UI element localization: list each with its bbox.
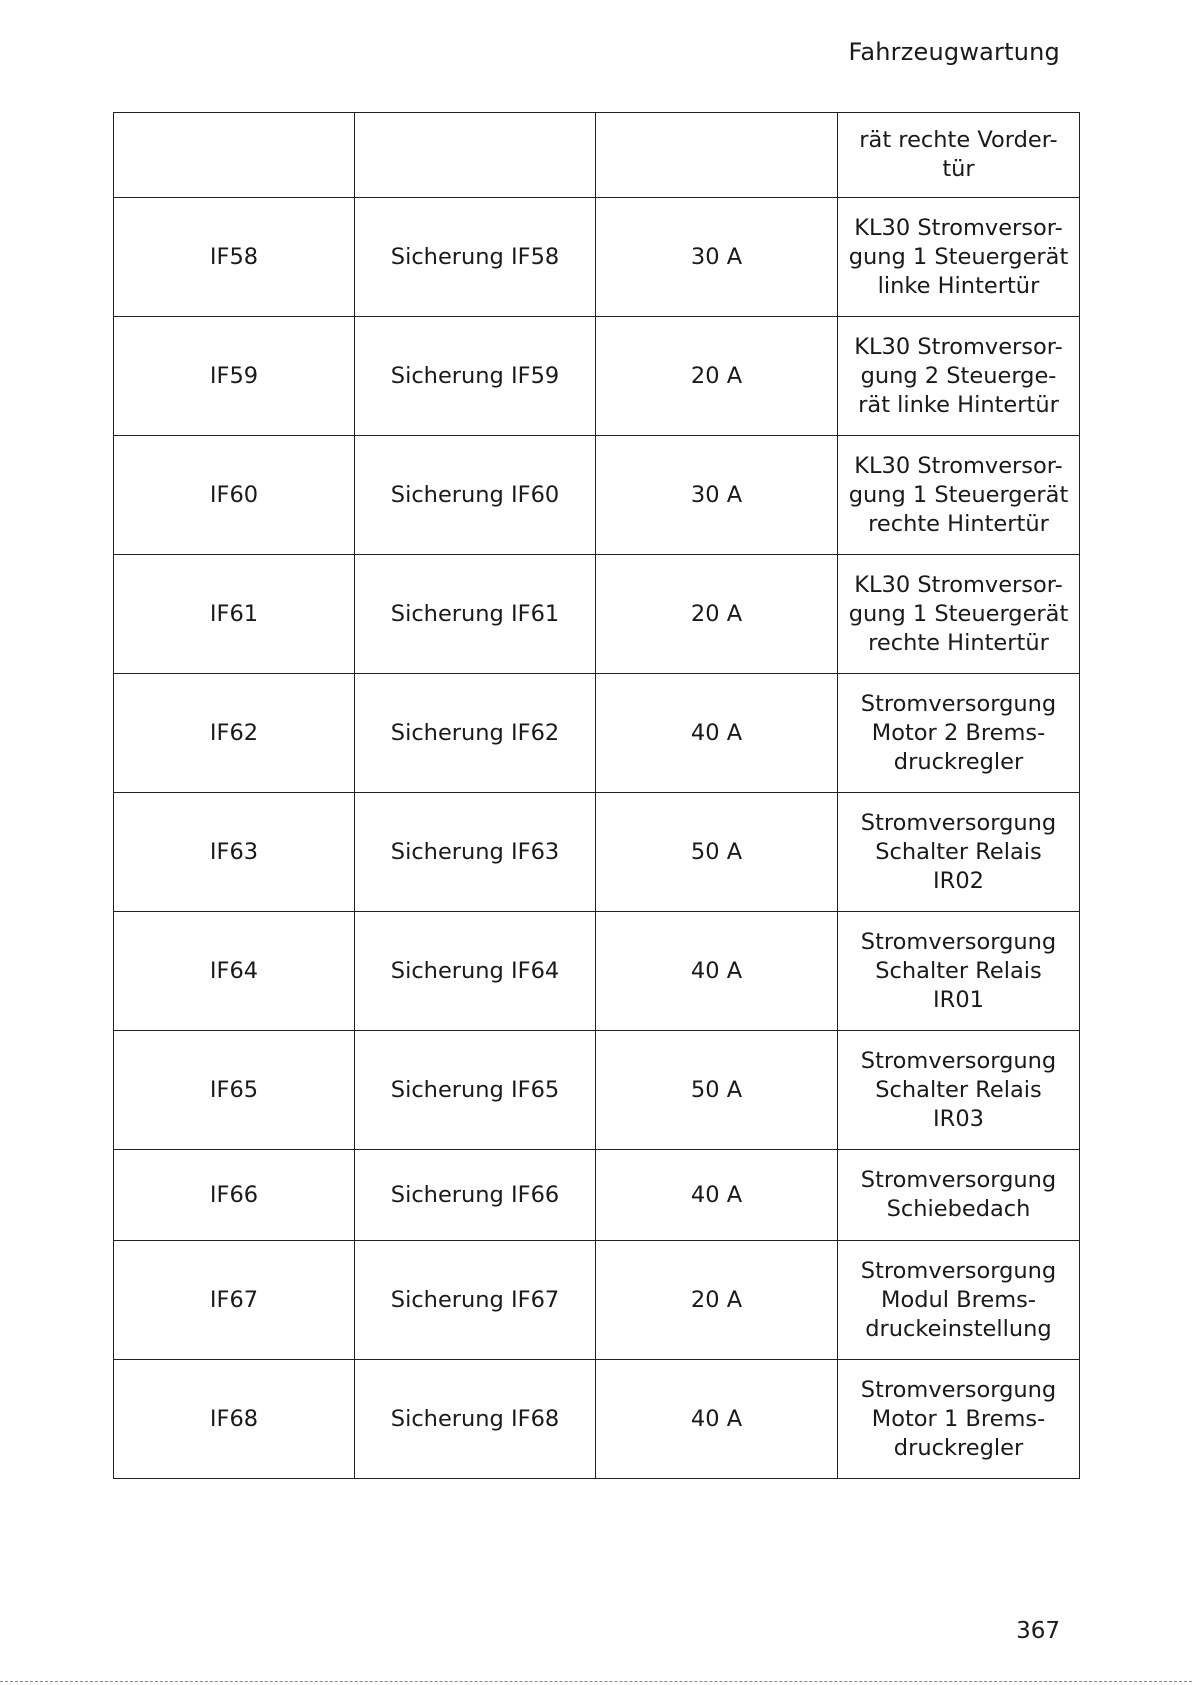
fuse-rating-cell: 50 A	[596, 793, 838, 912]
fuse-rating-cell: 40 A	[596, 1150, 838, 1241]
description-line: Stromversorgung	[860, 690, 1057, 717]
fuse-id-cell: IF61	[114, 555, 355, 674]
fuse-rating-cell: 20 A	[596, 1241, 838, 1360]
description-line: rät rechte Vorder-	[859, 127, 1058, 153]
description-line: druckregler	[893, 748, 1024, 775]
fuse-description-cell	[838, 793, 1080, 912]
fuse-name-cell: Sicherung IF60	[355, 436, 596, 555]
description-line: Motor 2 Brems-	[871, 719, 1046, 746]
fuse-rating-cell: 30 A	[596, 436, 838, 555]
fuse-id-cell: IF67	[114, 1241, 355, 1360]
fuse-description-cell	[838, 1360, 1080, 1479]
description-line: KL30 Stromversor-	[854, 333, 1063, 360]
description-line: Stromversorgung	[860, 1257, 1057, 1284]
table-row	[114, 1360, 1080, 1479]
table-row	[114, 1031, 1080, 1150]
fuse-description-cell	[838, 198, 1080, 317]
fuse-description-cell	[838, 1150, 1080, 1241]
fuse-id-cell: IF66	[114, 1150, 355, 1241]
page-number: 367	[1016, 1618, 1060, 1644]
fuse-rating-cell: 20 A	[596, 555, 838, 674]
fuse-description-cell	[838, 113, 1080, 198]
description-line: rechte Hintertür	[868, 629, 1049, 656]
description-line: Schiebedach	[886, 1196, 1031, 1222]
fuse-id-cell: IF68	[114, 1360, 355, 1479]
description-line: KL30 Stromversor-	[854, 214, 1063, 241]
fuse-rating-cell: 40 A	[596, 674, 838, 793]
description-line: Schalter Relais	[875, 957, 1042, 984]
table-row	[114, 113, 1080, 198]
description-line: druckeinstellung	[865, 1315, 1052, 1342]
description-line: Stromversorgung	[860, 928, 1057, 955]
table-row	[114, 1150, 1080, 1241]
description-line: linke Hintertür	[877, 272, 1040, 299]
fuse-description-cell	[838, 1031, 1080, 1150]
fuse-id-cell: IF63	[114, 793, 355, 912]
description-line: IR02	[933, 867, 984, 894]
table-row	[114, 436, 1080, 555]
fuse-table	[113, 112, 1080, 1479]
fuse-name-cell: Sicherung IF64	[355, 912, 596, 1031]
fuse-id-cell: IF64	[114, 912, 355, 1031]
description-line: IR03	[933, 1105, 984, 1132]
description-line: druckregler	[893, 1434, 1024, 1461]
fuse-id-cell: IF60	[114, 436, 355, 555]
description-line: Stromversorgung	[860, 1167, 1057, 1193]
table-row	[114, 912, 1080, 1031]
description-line: rechte Hintertür	[868, 510, 1049, 537]
description-line: gung 1 Steuergerät	[848, 481, 1069, 508]
table-row	[114, 793, 1080, 912]
fuse-name-cell: Sicherung IF61	[355, 555, 596, 674]
description-line: IR01	[933, 986, 984, 1013]
table-row	[114, 1241, 1080, 1360]
fuse-description-cell	[838, 317, 1080, 436]
fuse-id-cell: IF58	[114, 198, 355, 317]
description-line: Schalter Relais	[875, 838, 1042, 865]
description-line: KL30 Stromversor-	[854, 452, 1063, 479]
fuse-description-cell	[838, 436, 1080, 555]
description-line: gung 2 Steuerge-	[860, 362, 1057, 389]
description-line: gung 1 Steuergerät	[848, 243, 1069, 270]
bottom-divider	[0, 1681, 1192, 1682]
description-line: Motor 1 Brems-	[871, 1405, 1046, 1432]
fuse-id-cell: IF62	[114, 674, 355, 793]
fuse-id-cell: IF59	[114, 317, 355, 436]
fuse-name-cell: Sicherung IF62	[355, 674, 596, 793]
fuse-name-cell: Sicherung IF66	[355, 1150, 596, 1241]
description-line: Stromversorgung	[860, 1047, 1057, 1074]
fuse-rating-cell: 30 A	[596, 198, 838, 317]
description-line: gung 1 Steuergerät	[848, 600, 1069, 627]
description-line: Schalter Relais	[875, 1076, 1042, 1103]
fuse-id-cell: IF65	[114, 1031, 355, 1150]
description-line: Modul Brems-	[881, 1286, 1036, 1313]
fuse-name-cell: Sicherung IF68	[355, 1360, 596, 1479]
fuse-rating-cell: 40 A	[596, 912, 838, 1031]
fuse-description-cell	[838, 1241, 1080, 1360]
description-line: KL30 Stromversor-	[854, 571, 1063, 598]
description-line: Stromversorgung	[860, 1376, 1057, 1403]
fuse-id-cell	[114, 113, 355, 198]
fuse-name-cell: Sicherung IF58	[355, 198, 596, 317]
table-row	[114, 555, 1080, 674]
fuse-rating-cell: 40 A	[596, 1360, 838, 1479]
fuse-name-cell: Sicherung IF63	[355, 793, 596, 912]
fuse-description-cell	[838, 674, 1080, 793]
fuse-description-cell	[838, 912, 1080, 1031]
fuse-name-cell	[355, 113, 596, 198]
fuse-name-cell: Sicherung IF67	[355, 1241, 596, 1360]
fuse-name-cell: Sicherung IF59	[355, 317, 596, 436]
description-line: rät linke Hintertür	[858, 391, 1059, 418]
fuse-rating-cell: 50 A	[596, 1031, 838, 1150]
fuse-description-cell	[838, 555, 1080, 674]
page-header-title: Fahrzeugwartung	[848, 38, 1060, 66]
description-line: tür	[942, 156, 975, 182]
table-row	[114, 198, 1080, 317]
table-row	[114, 674, 1080, 793]
fuse-rating-cell	[596, 113, 838, 198]
fuse-rating-cell: 20 A	[596, 317, 838, 436]
description-line: Stromversorgung	[860, 809, 1057, 836]
fuse-name-cell: Sicherung IF65	[355, 1031, 596, 1150]
table-row	[114, 317, 1080, 436]
